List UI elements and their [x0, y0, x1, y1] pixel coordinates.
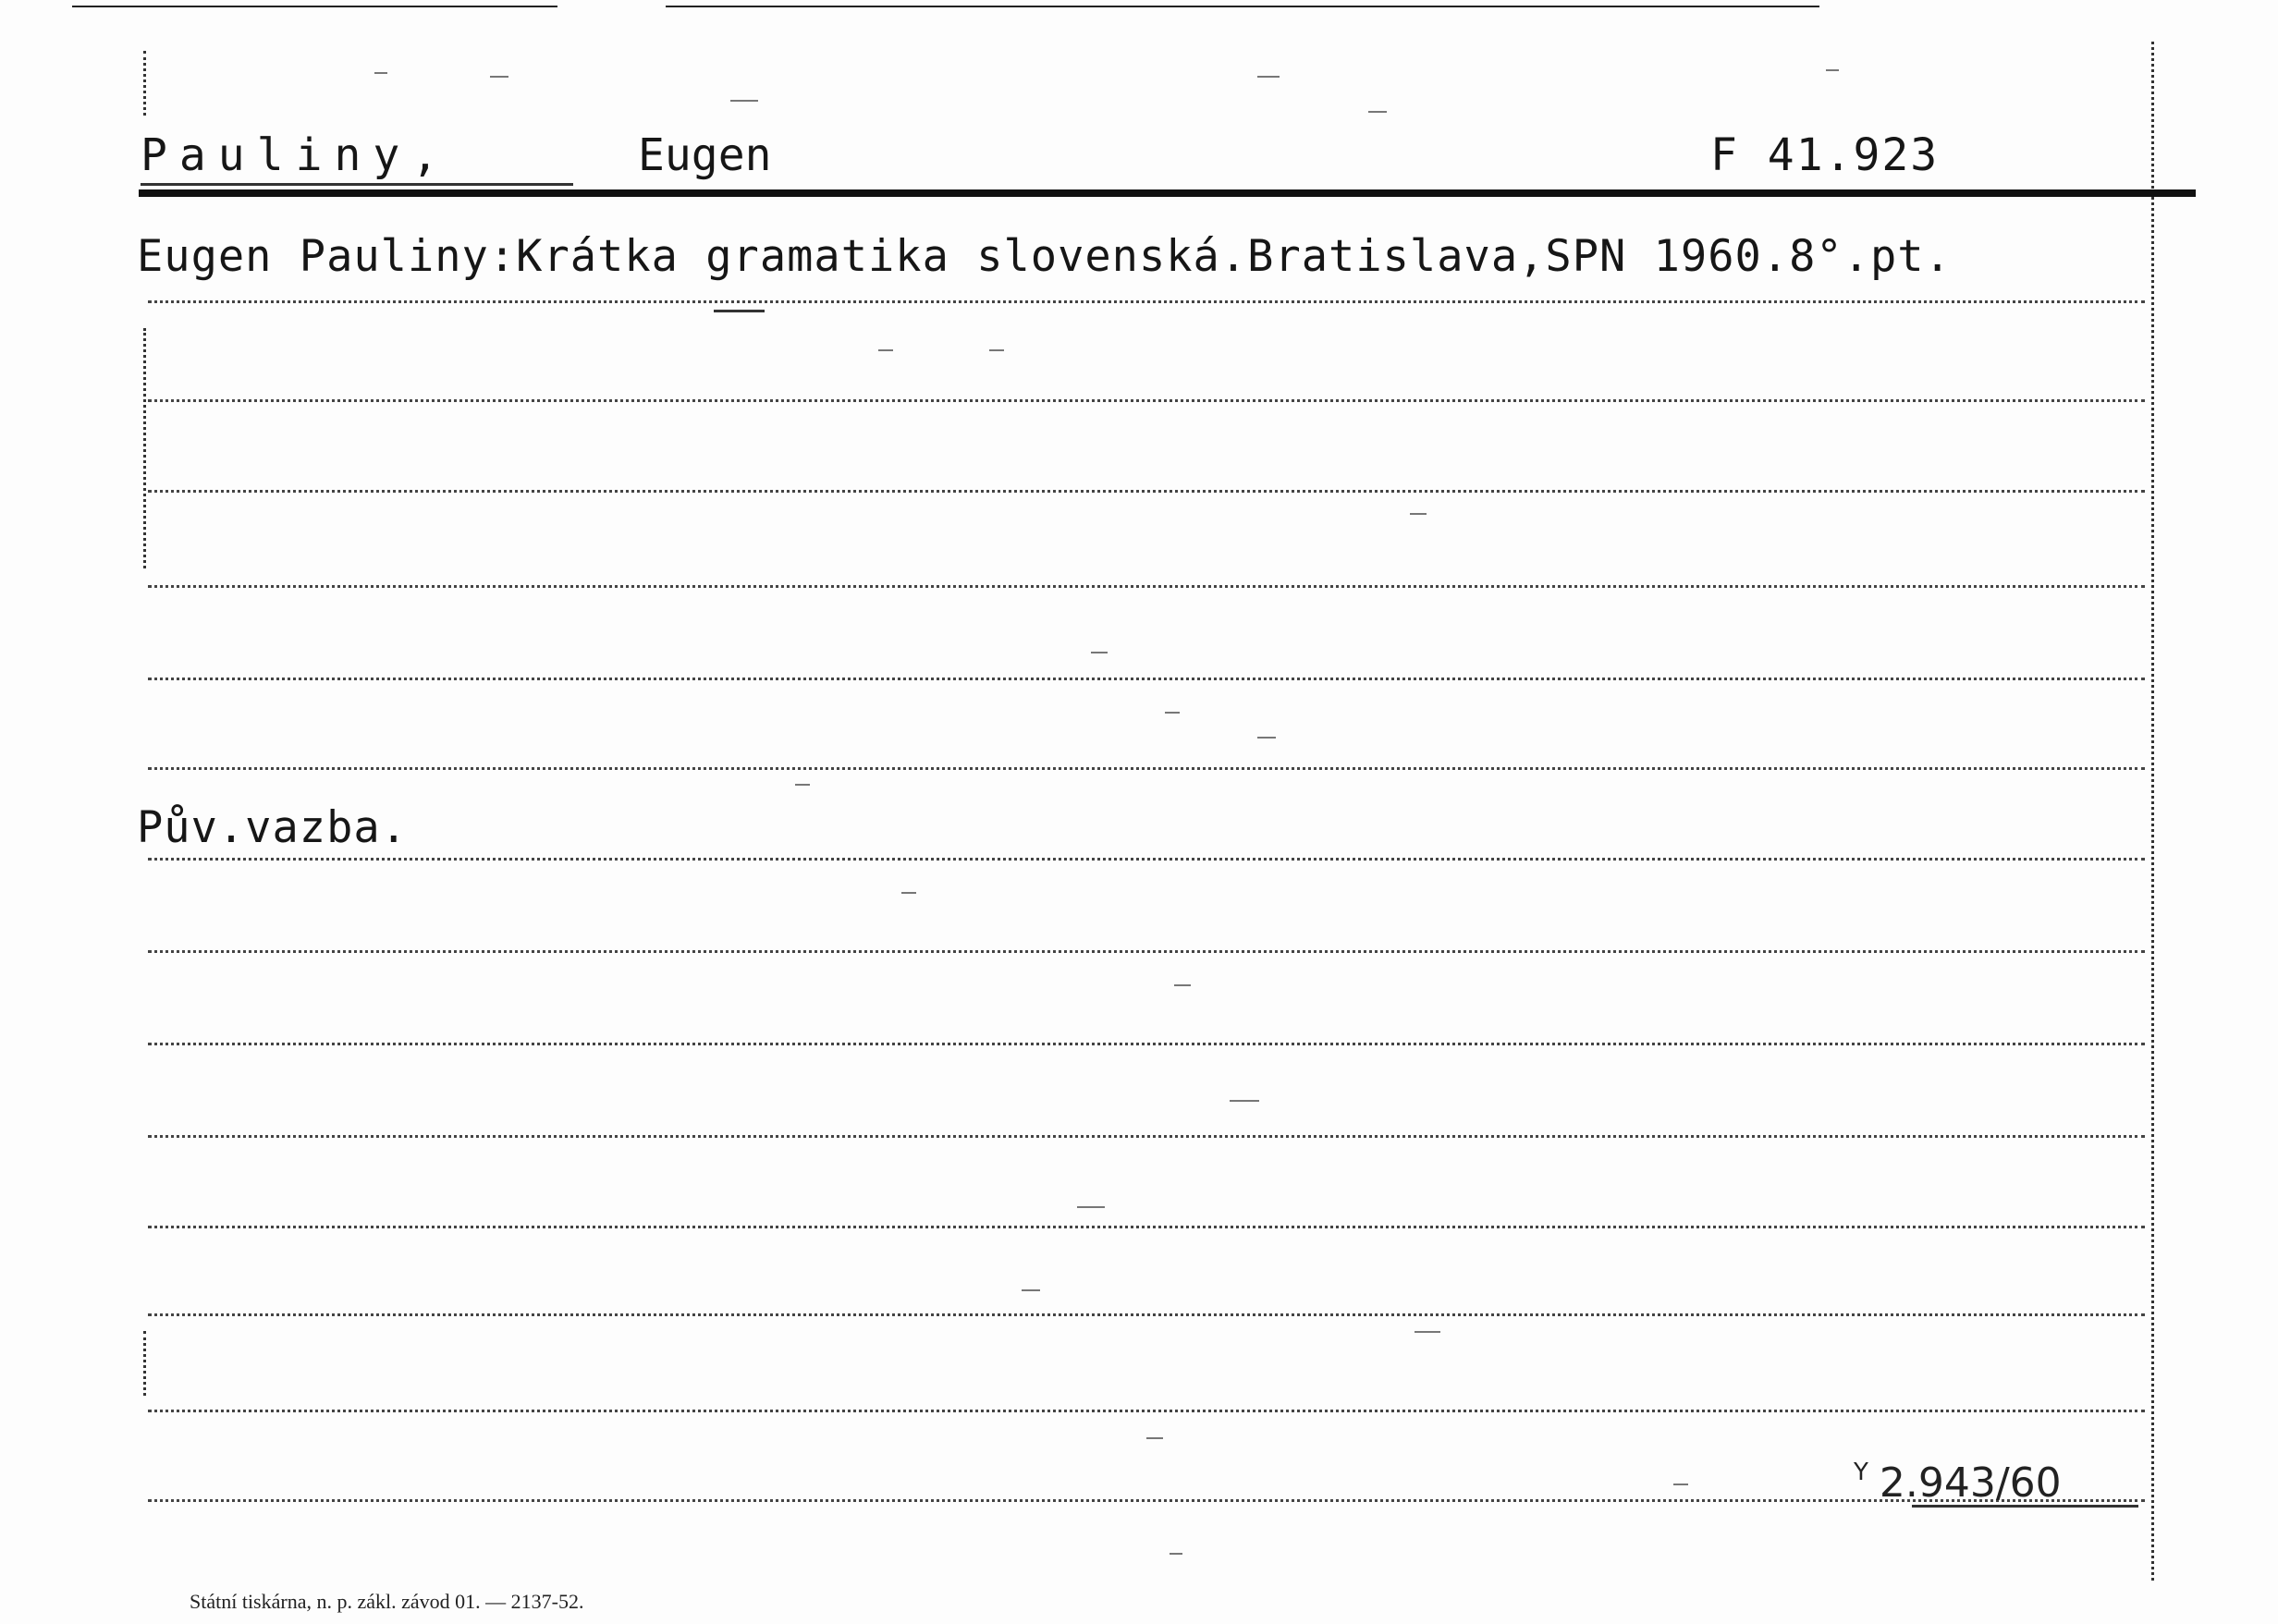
- scan-speck: [1170, 1553, 1182, 1555]
- left-margin-dots: [143, 1331, 146, 1396]
- scan-speck: [1257, 737, 1276, 739]
- accession-underline: [1912, 1505, 2138, 1508]
- accession-mark: Y: [1854, 1459, 1868, 1486]
- accession-value: 2.943/60: [1879, 1459, 2062, 1507]
- ruled-line: [148, 678, 2145, 680]
- title-mark-underline: [714, 310, 765, 312]
- scan-speck: [1410, 513, 1427, 515]
- scan-speck: [1174, 984, 1191, 986]
- ruled-line: [148, 1043, 2145, 1045]
- scan-speck: [878, 349, 893, 351]
- ruled-line: [148, 585, 2145, 588]
- accession-number: [1854, 1459, 2062, 1507]
- ruled-line: [148, 1313, 2145, 1316]
- left-margin-dots: [143, 328, 146, 568]
- scan-speck: [1230, 1100, 1259, 1102]
- top-edge-rule: [72, 6, 557, 7]
- heading-rule: [139, 189, 2196, 197]
- ruled-line: [148, 1499, 2145, 1502]
- heading-given-name: Eugen: [638, 129, 772, 181]
- scan-speck: [1826, 69, 1839, 71]
- shelf-mark: F 41.923: [1710, 129, 1940, 181]
- scan-speck: [1146, 1437, 1163, 1439]
- scan-speck: [1415, 1331, 1440, 1333]
- scan-speck: [374, 72, 387, 74]
- right-margin-dots: [2151, 42, 2154, 1581]
- ruled-line: [148, 1226, 2145, 1228]
- scan-speck: [1368, 111, 1387, 113]
- scan-speck: [1673, 1484, 1688, 1485]
- scan-speck: [730, 100, 758, 102]
- ruled-line: [148, 1135, 2145, 1138]
- scan-speck: [1257, 76, 1280, 78]
- scan-speck: [1022, 1289, 1040, 1291]
- top-edge-rule: [666, 6, 1819, 7]
- scan-speck: [795, 784, 810, 786]
- ruled-line: [148, 767, 2145, 770]
- scan-speck: [1077, 1206, 1105, 1208]
- scan-speck: [1091, 652, 1108, 653]
- scan-speck: [989, 349, 1004, 351]
- printer-imprint: Státní tiskárna, n. p. zákl. závod 01. — 2137-52.: [190, 1590, 584, 1613]
- scan-speck: [901, 892, 916, 894]
- ruled-line: [148, 858, 2145, 861]
- scan-speck: [1165, 712, 1180, 714]
- left-margin-dots: [143, 51, 146, 116]
- heading-surname: Pauliny,: [141, 129, 451, 181]
- ruled-line: [148, 399, 2145, 402]
- ruled-line: [148, 490, 2145, 493]
- scan-speck: [490, 76, 508, 78]
- ruled-line: [148, 1410, 2145, 1412]
- surname-underline: [141, 183, 573, 186]
- title-entry: Eugen Pauliny:Krátka gramatika slovenská.Bratislava,SPN 1960.8°.pt.: [137, 231, 1952, 282]
- ruled-line: [148, 300, 2145, 303]
- binding-note: Pův.vazba.: [137, 802, 408, 853]
- ruled-line: [148, 950, 2145, 953]
